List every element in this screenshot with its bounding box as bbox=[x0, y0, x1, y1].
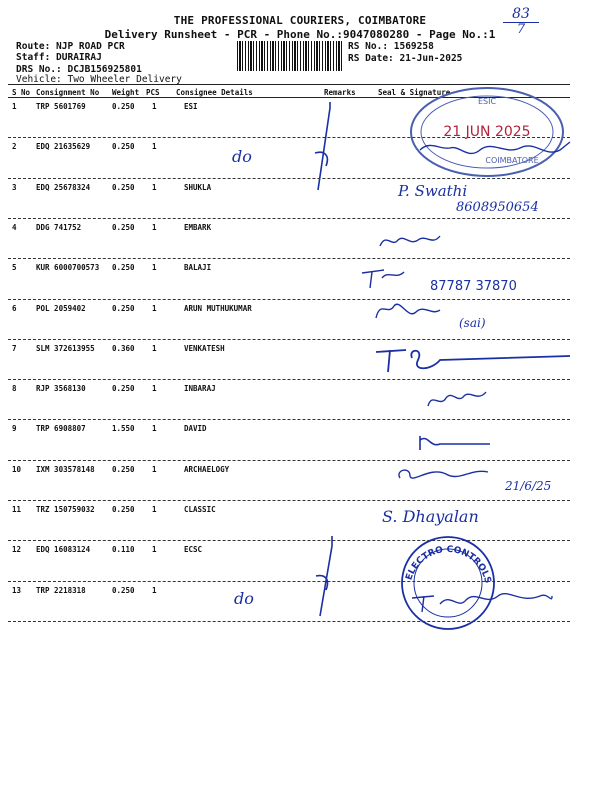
col-header-sno: S No bbox=[12, 88, 31, 97]
row-sno: 11 bbox=[12, 505, 22, 514]
signature-row-2 bbox=[420, 142, 570, 153]
row-pcs: 1 bbox=[152, 343, 157, 353]
row-weight: 0.250 bbox=[112, 222, 135, 232]
row-consignee: ARUN MUTHUKUMAR bbox=[184, 303, 252, 313]
row-sno: 7 bbox=[12, 343, 17, 353]
row-pcs: 1 bbox=[152, 424, 157, 434]
row-consignment-no: SLM 372613955 bbox=[36, 343, 95, 353]
row-consignee: CLASSIC bbox=[184, 505, 216, 514]
row-pcs: 1 bbox=[152, 142, 157, 152]
row-consignee: DAVID bbox=[184, 424, 207, 434]
row-sno: 2 bbox=[12, 142, 17, 152]
signature-row-9 bbox=[420, 436, 490, 450]
ditto-mark-row-2: do bbox=[232, 147, 252, 166]
esic-date-stamp bbox=[411, 88, 563, 176]
stamp-date: 21 JUN 2025 bbox=[443, 124, 531, 140]
handwritten-phone-row-3: 8608950654 bbox=[456, 200, 539, 215]
route-label: Route: NJP ROAD PCR bbox=[16, 41, 125, 52]
row-pcs: 1 bbox=[152, 222, 157, 232]
page-count-bottom: 7 bbox=[503, 22, 539, 37]
rs-date: RS Date: 21-Jun-2025 bbox=[348, 53, 463, 64]
row-weight: 0.250 bbox=[112, 585, 135, 595]
row-weight: 0.250 bbox=[112, 182, 135, 192]
row-consignee: ECSC bbox=[184, 545, 203, 555]
ditto-bracket-rows-12-13 bbox=[316, 536, 332, 616]
signature-row-6 bbox=[376, 304, 440, 318]
row-sno: 1 bbox=[12, 102, 17, 111]
row-sno: 13 bbox=[12, 585, 22, 595]
row-consignment-no: EDQ 16083124 bbox=[36, 545, 91, 555]
company-title: THE PROFESSIONAL COURIERS, COIMBATORE bbox=[173, 14, 427, 27]
row-consignee: INBARAJ bbox=[184, 384, 216, 394]
row-weight: 0.250 bbox=[112, 505, 135, 514]
row-sno: 6 bbox=[12, 303, 17, 313]
stamp-top-text: ESIC bbox=[477, 97, 497, 106]
row-consignment-no: TRP 5601769 bbox=[36, 102, 86, 111]
row-consignee: ARCHAELOGY bbox=[184, 464, 230, 474]
row-pcs: 1 bbox=[152, 384, 157, 394]
row-weight: 1.550 bbox=[112, 424, 135, 434]
col-header-weight: Weight bbox=[112, 88, 140, 97]
handwritten-phone-row-5: 87787 37870 bbox=[430, 279, 517, 294]
col-header-remarks: Remarks bbox=[324, 88, 356, 97]
vehicle-label: Vehicle: Two Wheeler Delivery bbox=[16, 74, 182, 85]
row-consignment-no: DDG 741752 bbox=[36, 222, 82, 232]
row-consignment-no: TRP 2218318 bbox=[36, 585, 86, 595]
signature-row-7 bbox=[376, 350, 570, 372]
row-consignee: SHUKLA bbox=[184, 182, 212, 192]
row-sno: 8 bbox=[12, 384, 17, 394]
row-consignment-no: TRP 6908807 bbox=[36, 424, 86, 434]
row-consignment-no: RJP 3568130 bbox=[36, 384, 86, 394]
signature-row-5 bbox=[362, 270, 404, 288]
row-pcs: 1 bbox=[152, 102, 157, 111]
row-sno: 5 bbox=[12, 263, 17, 273]
row-pcs: 1 bbox=[152, 505, 157, 514]
row-consignment-no: POL 2059402 bbox=[36, 303, 86, 313]
row-sno: 12 bbox=[12, 545, 22, 555]
row-weight: 0.250 bbox=[112, 384, 135, 394]
runsheet-subtitle: Delivery Runsheet - PCR - Phone No.:9047080280 - Page No.:1 bbox=[104, 28, 496, 41]
row-weight: 0.250 bbox=[112, 263, 135, 273]
row-sno: 9 bbox=[12, 424, 17, 434]
row-pcs: 1 bbox=[152, 585, 157, 595]
row-sno: 3 bbox=[12, 182, 17, 192]
row-consignment-no: EDQ 21635629 bbox=[36, 142, 91, 152]
row-pcs: 1 bbox=[152, 263, 157, 273]
staff-label: Staff: DURAIRAJ bbox=[16, 52, 102, 63]
row-pcs: 1 bbox=[152, 182, 157, 192]
stamp-ring-text: ELECTRO CONTROLS bbox=[404, 544, 493, 585]
row-consignment-no: IXM 303578148 bbox=[36, 464, 95, 474]
row-weight: 0.250 bbox=[112, 102, 135, 111]
row-weight: 0.110 bbox=[112, 545, 135, 555]
col-header-consignee: Consignee Details bbox=[176, 88, 253, 97]
page-count-top: 83 bbox=[512, 6, 530, 22]
signature-row-10 bbox=[399, 470, 488, 478]
stamp-bottom-text: COIMBATORE bbox=[485, 156, 539, 165]
row-sno: 10 bbox=[12, 464, 22, 474]
ditto-mark-row-13: do bbox=[234, 589, 254, 608]
handwritten-note-row-6: (sai) bbox=[459, 316, 486, 330]
signature-row-8 bbox=[428, 392, 486, 406]
row-pcs: 1 bbox=[152, 303, 157, 313]
col-header-pcs: PCS bbox=[146, 88, 160, 97]
row-consignee: VENKATESH bbox=[184, 343, 225, 353]
handwritten-date-row-10: 21/6/25 bbox=[505, 479, 552, 493]
row-weight: 0.360 bbox=[112, 343, 135, 353]
handwritten-name-row-11: S. Dhayalan bbox=[382, 507, 479, 526]
row-consignment-no: EDQ 25678324 bbox=[36, 182, 91, 192]
row-weight: 0.250 bbox=[112, 303, 135, 313]
col-header-seal: Seal & Signature bbox=[378, 88, 451, 97]
row-consignment-no: TRZ 150759032 bbox=[36, 505, 95, 514]
row-consignee: EMBARK bbox=[184, 222, 212, 232]
row-pcs: 1 bbox=[152, 545, 157, 555]
row-consignee: ESI bbox=[184, 102, 198, 111]
col-header-consignment: Consignment No bbox=[36, 88, 100, 97]
row-consignee: BALAJI bbox=[184, 263, 212, 273]
drs-number: DRS No.: DCJB156925801 bbox=[16, 64, 142, 75]
signature-row-4 bbox=[380, 236, 440, 246]
row-pcs: 1 bbox=[152, 464, 157, 474]
rs-number: RS No.: 1569258 bbox=[348, 41, 434, 52]
row-consignment-no: KUR 6000700573 bbox=[36, 263, 100, 273]
row-weight: 0.250 bbox=[112, 464, 135, 474]
signature-row-13 bbox=[412, 594, 552, 612]
handwritten-name-row-3: P. Swathi bbox=[398, 182, 468, 200]
electro-controls-stamp bbox=[402, 537, 494, 629]
ditto-bracket-rows-1-2 bbox=[315, 102, 330, 190]
row-weight: 0.250 bbox=[112, 142, 135, 152]
row-sno: 4 bbox=[12, 222, 17, 232]
